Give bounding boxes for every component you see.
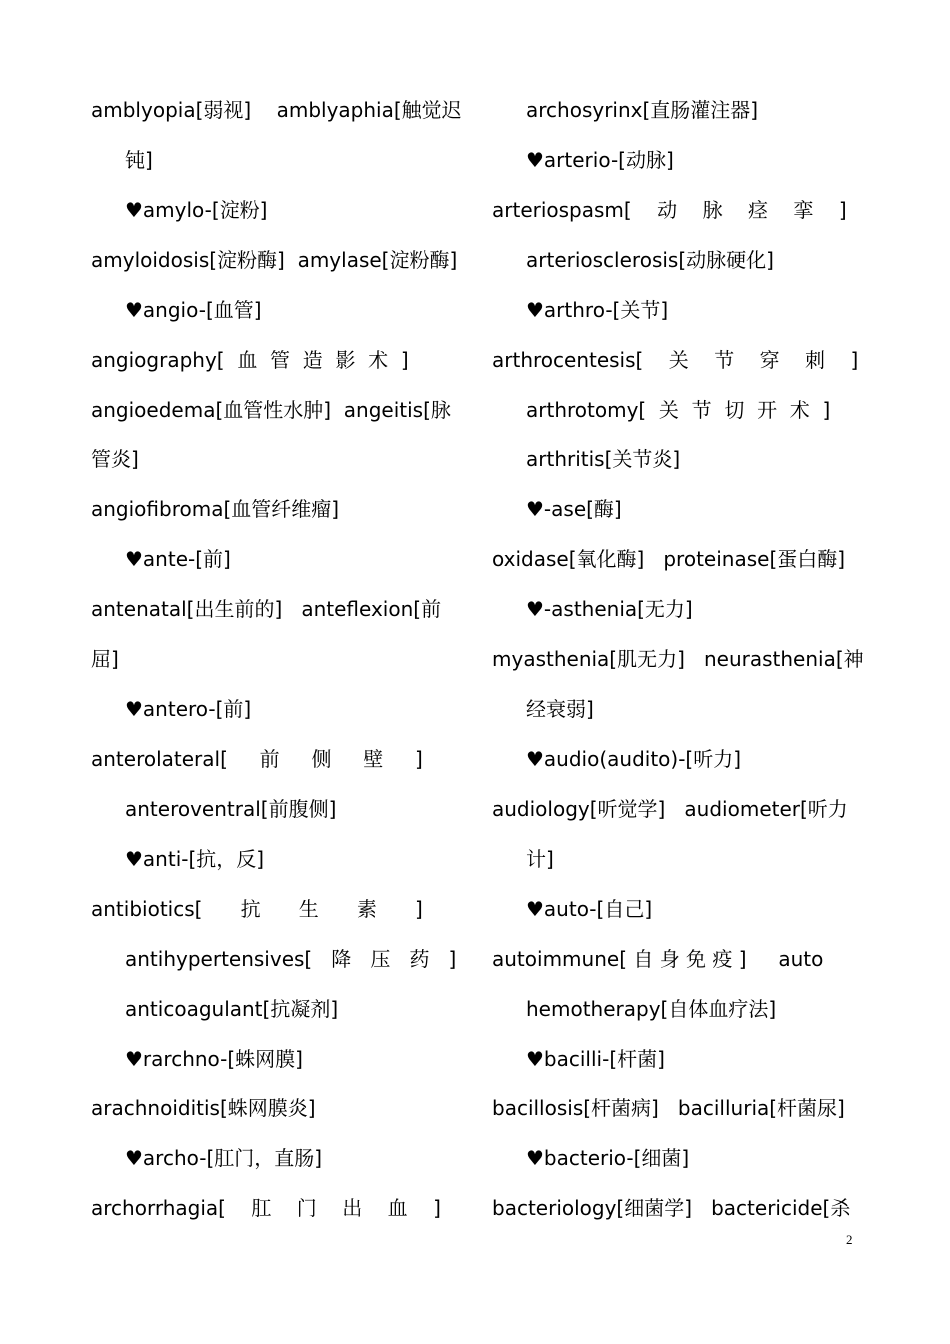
dictionary-line: autoimmune[ 自 身 免 疫 ] auto [492,946,824,971]
dictionary-line: 计] [526,846,554,871]
dictionary-line: ♥bacilli-[杆菌] [526,1046,665,1071]
dictionary-line: 经衰弱] [526,697,594,722]
dictionary-line: arteriospasm[ 动 脉 痉 挛 ] [492,197,847,222]
dictionary-line: ♥-ase[酶] [526,497,622,522]
dictionary-line: angiography[ 血 管 造 影 术 ] [91,347,409,372]
dictionary-line: archosyrinx[直肠灌注器] [526,98,759,122]
dictionary-line: antibiotics[ 抗 生 素 ] [91,896,423,921]
dictionary-line: antenatal[出生前的] anteflexion[前 [91,597,442,622]
right-column [492,86,864,1234]
dictionary-line: arteriosclerosis[动脉硬化] [526,247,774,272]
dictionary-line: 屈] [91,647,119,672]
dictionary-line: ♥archo-[肛门，直肠] [125,1146,323,1171]
dictionary-line: 管炎] [91,447,139,472]
dictionary-line: ♥arterio-[动脉] [526,147,674,172]
dictionary-line: ♥audio(audito)-[听力] [526,746,742,771]
dictionary-line: anteroventral[前腹侧] [125,796,337,821]
dictionary-line: ♥arthro-[关节] [526,297,669,322]
left-column [91,86,462,1234]
dictionary-line: arthrotomy[ 关 节 切 开 术 ] [526,397,831,422]
dictionary-line: ♥angio-[血管] [125,297,262,322]
dictionary-line: oxidase[氧化酶] proteinase[蛋白酶] [492,547,846,572]
dictionary-line: audiology[听觉学] audiometer[听力 [492,796,848,821]
dictionary-line: archorrhagia[ 肛 门 出 血 ] [91,1196,441,1221]
dictionary-line: ♥ante-[前] [125,547,231,572]
dictionary-line: angioedema[血管性水肿] angeitis[脉 [91,397,451,422]
dictionary-line: ♥auto-[自己] [526,896,653,921]
dictionary-line: amblyopia[弱视] amblyaphia[触觉迟 [91,98,462,122]
dictionary-line: myasthenia[肌无力] neurasthenia[神 [492,647,864,672]
dictionary-line: ♥rarchno-[蛛网膜] [125,1046,303,1071]
dictionary-line: angiofibroma[血管纤维瘤] [91,497,340,522]
dictionary-line: anticoagulant[抗凝剂] [125,996,339,1021]
dictionary-line: arthritis[关节炎] [526,447,681,472]
dictionary-line: ♥anti-[抗，反] [125,846,265,871]
dictionary-line: 钝] [125,147,153,172]
dictionary-line: ♥amylo-[淀粉] [125,197,268,222]
dictionary-line: ♥-asthenia[无力] [526,597,693,622]
dictionary-line: ♥bacterio-[细菌] [526,1146,690,1171]
dictionary-line: antihypertensives[ 降 压 药 ] [125,946,457,971]
dictionary-line: ♥antero-[前] [125,697,252,722]
dictionary-line: amyloidosis[淀粉酶] amylase[淀粉酶] [91,247,458,272]
dictionary-line: arthrocentesis[ 关 节 穿 刺 ] [492,347,859,372]
dictionary-line: hemotherapy[自体血疗法] [526,996,777,1021]
dictionary-line: arachnoiditis[蛛网膜炎] [91,1096,316,1121]
page-number: 2 [846,1232,853,1247]
dictionary-line: anterolateral[ 前 侧 壁 ] [91,746,423,771]
dictionary-line: bacillosis[杆菌病] bacilluria[杆菌尿] [492,1096,845,1121]
dictionary-line: bacteriology[细菌学] bactericide[杀 [492,1196,851,1221]
